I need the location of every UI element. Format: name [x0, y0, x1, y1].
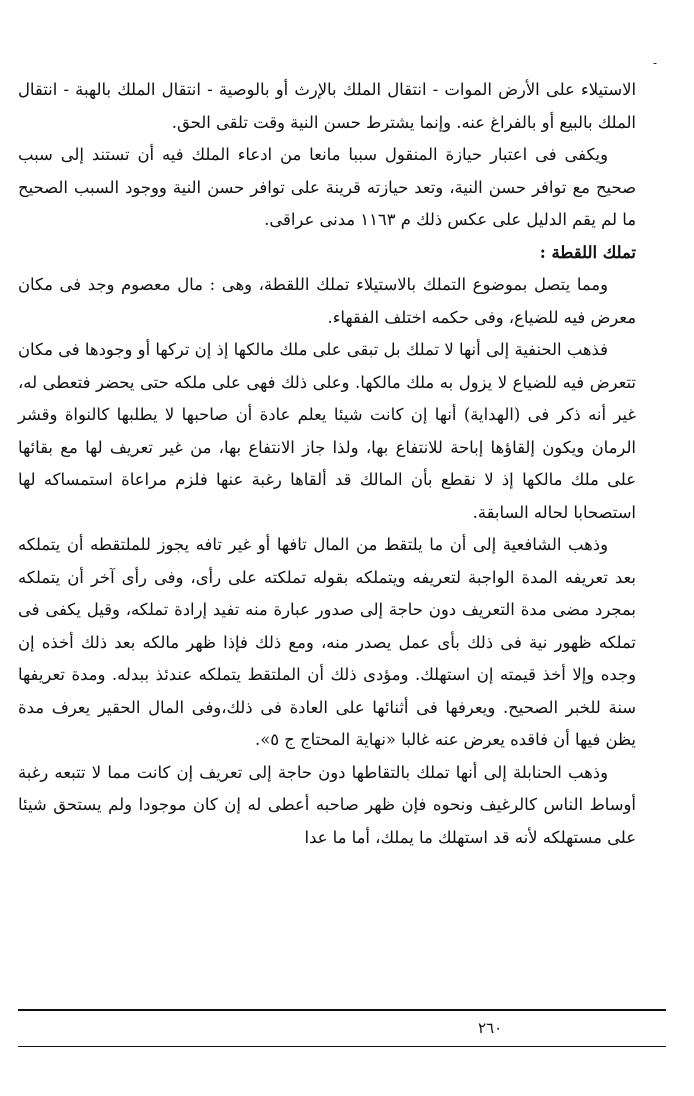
page-number: ٢٦٠	[478, 1019, 503, 1037]
margin-mark: -	[653, 56, 658, 70]
footer-divider	[18, 1009, 666, 1011]
paragraph-4: فذهب الحنفية إلى أنها لا تملك بل تبقى على ملك مالكها إذ إن تركها أو وجودها فى مكان تتعرض فيه للضياع لا يزول به ملك مالكها. وعلى ذلك فهى على ملكه حتى يحضر فتعطى له، غير أنه ذكر فى (الهداية) أنها إن كانت شيئا يعلم عادة أن صاحبها لا يطلبها كالنواة وقشر الرمان ويكون إلقاؤها إباحة للانتفاع بها، ولذا جاز الانتفاع بها، من غير تعريف لها مع بقائها على ملك مالكها إذ لا نقطع بأن المالك قد ألقاها رغبة عنها فلزم مراعاة استمساكه لها استصحابا لحاله السابقة.	[18, 340, 636, 522]
paragraph-1: الاستيلاء على الأرض الموات - انتقال الملك بالإرث أو بالوصية - انتقال الملك بالهبة - انتقال الملك بالبيع أو بالفراغ عنه. وإنما يشترط حسن النية وقت تلقى الحق.	[18, 80, 636, 132]
body-text	[18, 74, 636, 854]
paragraph-3: ومما يتصل بموضوع التملك بالاستيلاء تملك اللقطة، وهى : مال معصوم وجد فى مكان معرض فيه للضياع، وفى حكمه اختلف الفقهاء.	[18, 275, 636, 327]
paragraph-6: وذهب الحنابلة إلى أنها تملك بالتقاطها دون حاجة إلى تعريف إن كانت مما لا تتبعه رغبة أوساط الناس كالرغيف ونحوه فإن ظهر صاحبه أعطى له إن كان موجودا ولم يستحق شيئا على مستهلكه لأنه قد استهلك ما يملك، أما ما عدا	[18, 762, 636, 847]
paragraph-2: ويكفى فى اعتبار حيازة المنقول سببا مانعا من ادعاء الملك فيه أن تستند إلى سبب صحيح مع توافر حسن النية، وتعد حيازته قرينة على توافر حسن النية ووجود السبب الصحيح ما لم يقم الدليل على عكس ذلك م ١١٦٣ مدنى عراقى.	[18, 145, 636, 229]
paragraph-5: وذهب الشافعية إلى أن ما يلتقط من المال تافها أو غير تافه يجوز للملتقطه أن يتملكه بعد تعريفه المدة الواجبة لتعريفه ويتملكه بقوله تملكته على رأى، وفى رأى آخر أن يتملكه بمجرد مضى مدة التعريف دون حاجة إلى صدور عبارة منه تفيد إرادة تملكه، وقيل يكفى فى تملكه ظهور نية فى ذلك بأى عمل يصدر منه، ومع ذلك فإذا ظهر مالكه بعد ذلك أخذه إن وجده وإلا أخذ قيمته إن استهلك. ومؤدى ذلك أن الملتقط يتملكه عندئذ ببدله. ومدة تعريفها سنة للخبر الصحيح. ويعرفها فى أثنائها على العادة فى ذلك،وفى المال الحقير يعرف مدة يظن فيها أن فاقده يعرض عنه غالبا «نهاية المحتاج ج ٥».	[18, 535, 636, 749]
section-heading: تملك اللقطة :	[539, 242, 636, 262]
footer-bottom-rule	[18, 1046, 666, 1047]
